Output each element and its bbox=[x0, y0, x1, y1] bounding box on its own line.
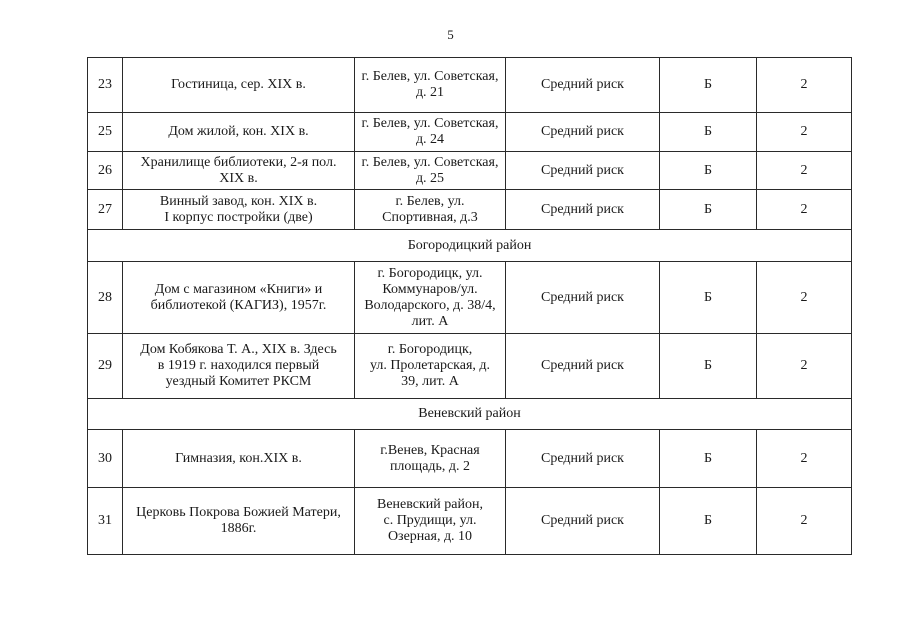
object-address-line: д. 25 bbox=[415, 170, 445, 186]
object-name-line: библиотекой (КАГИЗ), 1957г. bbox=[150, 297, 327, 313]
object-address bbox=[355, 152, 506, 190]
object-name-line: Дом жилой, кон. XIX в. bbox=[168, 124, 309, 139]
object-address-line: г. Белев, ул. Советская, bbox=[361, 69, 499, 84]
risk-level: Средний риск bbox=[506, 152, 660, 190]
object-name-line: I корпус постройки (две) bbox=[164, 209, 313, 225]
object-name-line: Гимназия, кон.XIX в. bbox=[175, 450, 302, 466]
check-frequency: 2 bbox=[757, 190, 852, 230]
object-name bbox=[123, 113, 355, 152]
object-address-line: г. Белев, ул. bbox=[395, 193, 465, 209]
object-name-line: Дом с магазином «Книги» и bbox=[154, 281, 323, 297]
page-number: 5 bbox=[447, 27, 454, 42]
risk-level: Средний риск bbox=[506, 262, 660, 334]
object-name bbox=[123, 488, 355, 555]
risk-level: Средний риск bbox=[506, 488, 660, 555]
object-address bbox=[355, 430, 506, 488]
object-address-line: г. Богородицк, ул. bbox=[377, 265, 483, 281]
risk-category: Б bbox=[660, 190, 757, 230]
object-address-line: 39, лит. А bbox=[401, 374, 459, 389]
table-row bbox=[88, 430, 852, 488]
object-address-line: площадь, д. 2 bbox=[389, 458, 471, 474]
object-address-line: г.Венев, Красная bbox=[380, 442, 480, 458]
risk-category: Б bbox=[660, 113, 757, 152]
table-body bbox=[88, 58, 852, 555]
risk-level: Средний риск bbox=[506, 190, 660, 230]
object-name bbox=[123, 430, 355, 488]
object-address bbox=[355, 113, 506, 152]
object-name-line: Винный завод, кон. XIX в. bbox=[159, 193, 318, 209]
object-address bbox=[355, 190, 506, 230]
object-address-line: Веневский район, bbox=[377, 497, 483, 512]
object-address-line: Озерная, д. 10 bbox=[387, 529, 473, 544]
object-address-line: Коммунаров/ул. bbox=[382, 281, 478, 297]
table-row bbox=[88, 262, 852, 334]
row-number: 29 bbox=[88, 334, 123, 399]
object-address-line: д. 24 bbox=[415, 132, 445, 147]
row-number: 28 bbox=[88, 262, 123, 334]
object-address-line: г. Богородицк, bbox=[387, 342, 473, 357]
object-name-line: Церковь Покрова Божией Матери, bbox=[136, 505, 341, 520]
risk-category: Б bbox=[660, 58, 757, 113]
object-name-line: Хранилище библиотеки, 2-я пол. bbox=[140, 154, 337, 170]
object-address-line: д. 21 bbox=[415, 85, 445, 100]
district-name: Богородицкий район bbox=[88, 230, 852, 262]
object-name bbox=[123, 190, 355, 230]
object-name bbox=[123, 334, 355, 399]
district-row bbox=[88, 230, 852, 262]
table-row bbox=[88, 334, 852, 399]
risk-category: Б bbox=[660, 152, 757, 190]
object-address-line: ул. Пролетарская, д. bbox=[369, 358, 491, 373]
row-number: 31 bbox=[88, 488, 123, 555]
check-frequency: 2 bbox=[757, 488, 852, 555]
object-address bbox=[355, 488, 506, 555]
check-frequency: 2 bbox=[757, 58, 852, 113]
object-address-line: с. Прудищи, ул. bbox=[383, 513, 477, 528]
risk-category: Б bbox=[660, 334, 757, 399]
check-frequency: 2 bbox=[757, 334, 852, 399]
object-address bbox=[355, 262, 506, 334]
object-name bbox=[123, 58, 355, 113]
object-name bbox=[123, 262, 355, 334]
risk-category: Б bbox=[660, 262, 757, 334]
object-address-line: г. Белев, ул. Советская, bbox=[361, 116, 499, 131]
table-row bbox=[88, 58, 852, 113]
table-row bbox=[88, 488, 852, 555]
object-address bbox=[355, 58, 506, 113]
object-address-line: лит. А bbox=[411, 313, 449, 329]
check-frequency: 2 bbox=[757, 262, 852, 334]
object-address bbox=[355, 334, 506, 399]
object-name-line: Гостиница, сер. XIX в. bbox=[171, 77, 306, 92]
check-frequency: 2 bbox=[757, 113, 852, 152]
table-row bbox=[88, 152, 852, 190]
risk-level: Средний риск bbox=[506, 58, 660, 113]
risk-level: Средний риск bbox=[506, 430, 660, 488]
object-name-line: уездный Комитет РКСМ bbox=[165, 374, 312, 389]
object-address-line: Спортивная, д.3 bbox=[382, 209, 478, 225]
object-name-line: 1886г. bbox=[220, 521, 257, 536]
object-name-line: в 1919 г. находился первый bbox=[157, 358, 320, 373]
row-number: 25 bbox=[88, 113, 123, 152]
check-frequency: 2 bbox=[757, 430, 852, 488]
district-row bbox=[88, 399, 852, 430]
object-address-line: г. Белев, ул. Советская, bbox=[361, 154, 499, 170]
object-name-line: XIX в. bbox=[219, 170, 258, 186]
risk-level: Средний риск bbox=[506, 113, 660, 152]
objects-table bbox=[87, 57, 852, 555]
row-number: 23 bbox=[88, 58, 123, 113]
check-frequency: 2 bbox=[757, 152, 852, 190]
table-row bbox=[88, 113, 852, 152]
table-row bbox=[88, 190, 852, 230]
object-name-line: Дом Кобякова Т. А., XIX в. Здесь bbox=[140, 342, 337, 357]
row-number: 27 bbox=[88, 190, 123, 230]
object-name bbox=[123, 152, 355, 190]
district-name: Веневский район bbox=[88, 399, 852, 430]
risk-level: Средний риск bbox=[506, 334, 660, 399]
risk-category: Б bbox=[660, 488, 757, 555]
object-address-line: Володарского, д. 38/4, bbox=[364, 297, 496, 313]
row-number: 26 bbox=[88, 152, 123, 190]
risk-category: Б bbox=[660, 430, 757, 488]
row-number: 30 bbox=[88, 430, 123, 488]
